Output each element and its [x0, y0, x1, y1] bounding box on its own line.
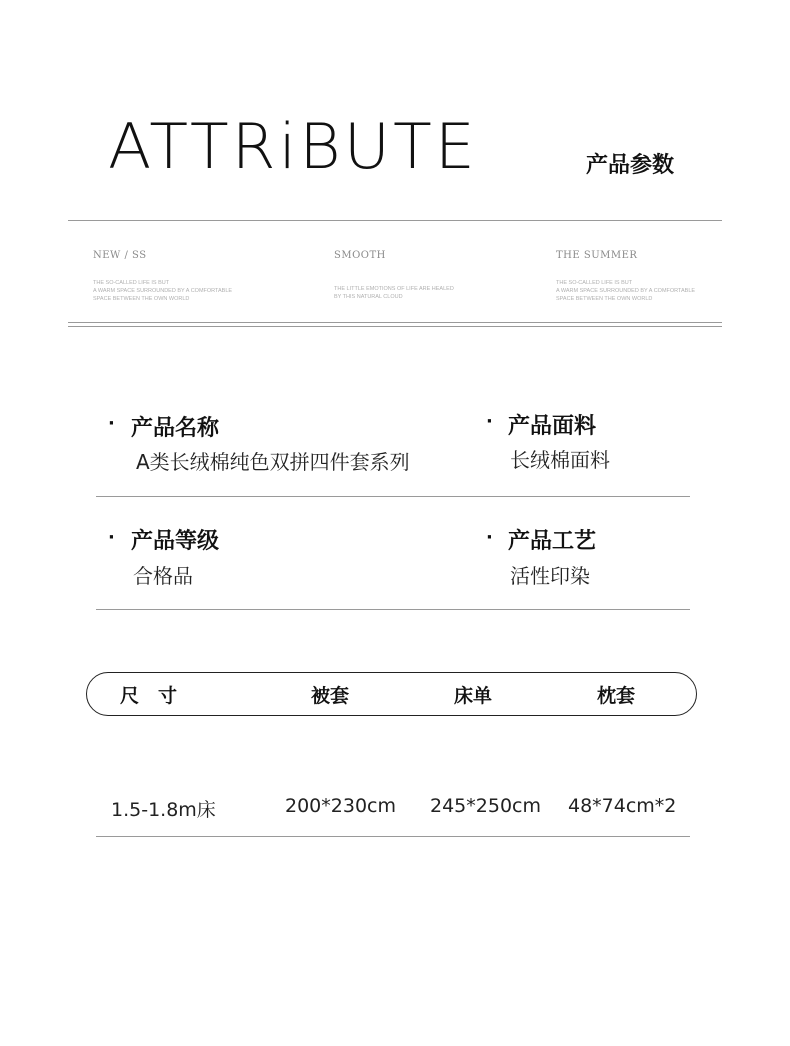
deco-text-3b: A WARM SPACE SURROUNDED BY A COMFORTABLE [556, 288, 696, 294]
deco-text-3c: SPACE BETWEEN THE OWN WORLD [556, 296, 653, 302]
deco-text-2a: THE LITTLE EMOTIONS OF LIFE ARE HEALED [334, 286, 454, 292]
deco-text-1b: A WARM SPACE SURROUNDED BY A COMFORTABLE [93, 288, 233, 294]
deco-text-2b: BY THIS NATURAL CLOUD [334, 294, 403, 300]
size-header-size: 尺 寸 [120, 685, 178, 707]
attr-label-grade: 产品等级 [131, 529, 220, 554]
table-divider [96, 836, 690, 837]
attr-label-name: 产品名称 [131, 416, 220, 441]
deco-heading-3: THE SUMMER [556, 250, 638, 261]
bullet-dot: · [486, 527, 493, 548]
attr-divider-2 [96, 609, 690, 610]
attribute-logo: ATTRiBUTE [108, 110, 478, 183]
size-header-sheet: 床单 [454, 685, 493, 707]
deco-text-1a: THE SO-CALLED LIFE IS BUT [93, 280, 170, 286]
size-header-pillowcase: 枕套 [597, 685, 636, 707]
size-cell-sheet: 245*250cm [430, 795, 541, 817]
bullet-dot: · [108, 413, 115, 434]
size-cell-pillowcase: 48*74cm*2 [568, 795, 677, 817]
double-divider-bottom [68, 326, 722, 327]
deco-heading-2: SMOOTH [334, 250, 386, 261]
attr-value-name: A类长绒棉纯色双拼四件套系列 [136, 450, 410, 474]
bullet-dot: · [108, 527, 115, 548]
size-cell-duvet: 200*230cm [285, 795, 396, 817]
deco-text-3a: THE SO-CALLED LIFE IS BUT [556, 280, 633, 286]
page-title: 产品参数 [586, 153, 675, 178]
double-divider-top [68, 322, 722, 323]
deco-text-1c: SPACE BETWEEN THE OWN WORLD [93, 296, 190, 302]
size-cell-bed: 1.5-1.8m床 [111, 799, 216, 821]
attr-value-craft: 活性印染 [510, 564, 590, 588]
size-header-duvet: 被套 [311, 685, 350, 707]
bullet-dot: · [486, 411, 493, 432]
attr-value-grade: 合格品 [133, 564, 193, 588]
attr-divider-1 [96, 496, 690, 497]
top-divider [68, 220, 722, 221]
attr-label-fabric: 产品面料 [508, 414, 597, 439]
attr-value-fabric: 长绒棉面料 [510, 448, 610, 472]
attr-label-craft: 产品工艺 [508, 529, 597, 554]
deco-heading-1: NEW / SS [93, 250, 147, 261]
